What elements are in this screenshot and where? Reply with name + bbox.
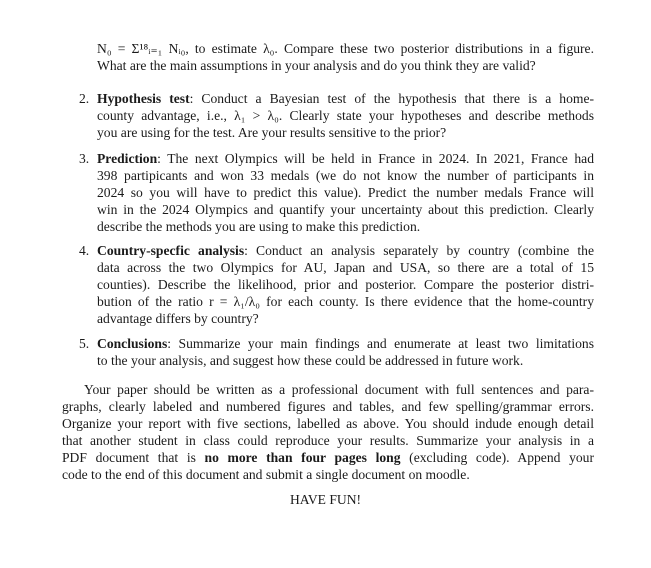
paragraph-line: Organize your report with five sections, labelled as above. You should indude enough detail [62,416,594,431]
item-number: 3. [79,151,90,166]
continuation-line-1: N₀ = Σ¹⁸ᵢ₌₁ Nᵢ₀, to estimate λ₀. Compare these two posterior distributions in a figure. [97,41,594,56]
page-limit-emphasis: no more than four pages long [204,450,401,465]
item-text: : Conduct a Bayesian test of the hypothesis that there is a home- [189,91,595,106]
paragraph-text: PDF document that is [62,450,205,465]
item-line [97,243,594,259]
item-line: county advantage, i.e., λ₁ > λ₀. Clearly state your hypotheses and describe methods [97,108,594,123]
continuation-line-2: What are the main assumptions in your analysis and do you think they are valid? [97,58,536,73]
item-line: advantage differs by country? [97,311,259,326]
paragraph-text: (excluding code). Append your [400,450,594,465]
item-line [97,91,594,107]
paragraph-line: Your paper should be written as a professional document with full sentences and para- [84,382,594,397]
item-title: Country-specfic analysis [97,243,245,258]
closing-text: HAVE FUN! [289,492,362,507]
item-text: : The next Olympics will be held in France in 2024. In 2021, France had [157,151,594,166]
item-number: 4. [79,243,90,258]
item-line: 2024 so you will have to predict this value). Predict the number medals France will [97,185,594,200]
item-line: to the your analysis, and suggest how these could be addressed in future work. [97,353,524,368]
paragraph-line: graphs, clearly labeled and numbered figures and tables, and few spelling/grammar errors. [62,399,594,414]
item-line [97,336,594,352]
item-line: 398 partipicants and won 33 medals (we do not know the number of participants in [97,168,594,183]
item-line: bution of the ratio r = λ₁/λ₀ for each county. Is there evidence that the home-country [97,294,594,309]
item-text: : Conduct an analysis separately by country (combine the [244,243,594,258]
paragraph-line [62,450,594,466]
item-line: data across the two Olympics for AU, Japan and USA, so there are a total of 15 [97,260,594,275]
item-line: describe the methods you are using to make this prediction. [97,219,421,234]
paragraph-line: code to the end of this document and submit a single document on moodle. [62,467,470,482]
item-text: : Summarize your main findings and enumerate at least two limitations [167,336,594,351]
item-title: Conclusions [97,336,168,351]
item-line: you are using for the test. Are your results sensitive to the prior? [97,125,447,140]
item-number: 2. [79,91,90,106]
item-line: counties). Describe the likelihood, prior and posterior. Compare the posterior distri- [97,277,594,292]
item-line [97,151,594,167]
item-title: Hypothesis test [97,91,190,106]
item-line: win in the 2024 Olympics and quantify your uncertainty about this prediction. Clearly [97,202,594,217]
paragraph-line: that another student in class could reproduce your results. Summarize your analysis in a [62,433,594,448]
item-number: 5. [79,336,90,351]
item-title: Prediction [97,151,158,166]
